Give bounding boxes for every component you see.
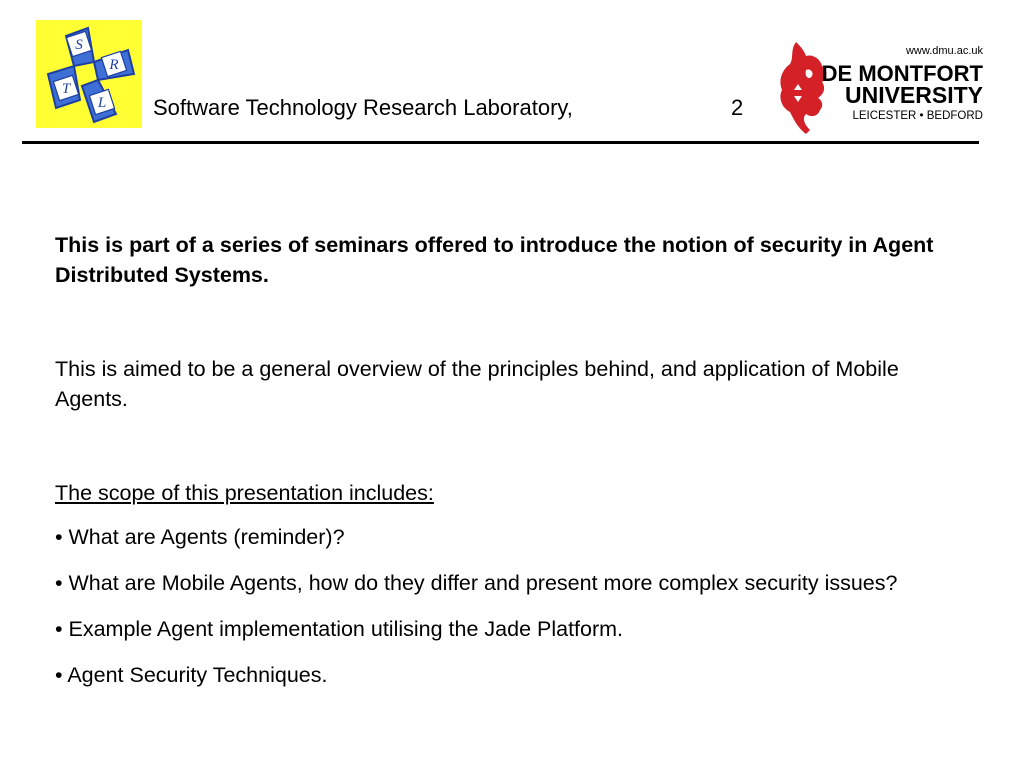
overview-paragraph: This is aimed to be a general overview of the principles behind, and application of Mobile Agents. [55, 357, 899, 411]
dmu-lion-icon [780, 42, 826, 134]
list-item: • Agent Security Techniques. [55, 663, 328, 687]
strl-letter-r: R [109, 57, 119, 73]
slide-content [55, 230, 975, 690]
dmu-name-line2: UNIVERSITY [844, 82, 983, 108]
list-item: • What are Agents (reminder)? [55, 525, 345, 549]
dmu-name-line1: DE MONTFORT [821, 61, 983, 86]
strl-letter-s: S [75, 37, 83, 53]
page-number: 2 [731, 95, 744, 120]
dmu-logo [776, 40, 988, 138]
header-divider [22, 141, 979, 144]
list-item: • Example Agent implementation utilising the Jade Platform. [55, 617, 624, 641]
scope-heading: The scope of this presentation includes: [55, 481, 434, 505]
strl-logo-icon [36, 20, 142, 128]
dmu-url: www.dmu.ac.uk [905, 45, 983, 57]
strl-letter-t: T [61, 81, 71, 97]
list-item: • What are Mobile Agents, how do they differ and present more complex security issues? [55, 571, 898, 595]
strl-letter-l: L [97, 95, 107, 111]
header-title: Software Technology Research Laboratory, [153, 95, 573, 120]
scope-bullet-list [55, 522, 975, 690]
dmu-name-line3: LEICESTER • BEDFORD [852, 110, 983, 122]
strl-logo [36, 20, 142, 128]
intro-paragraph: This is part of a series of seminars offered to introduce the notion of security in Agent Distributed Systems. [55, 233, 934, 287]
